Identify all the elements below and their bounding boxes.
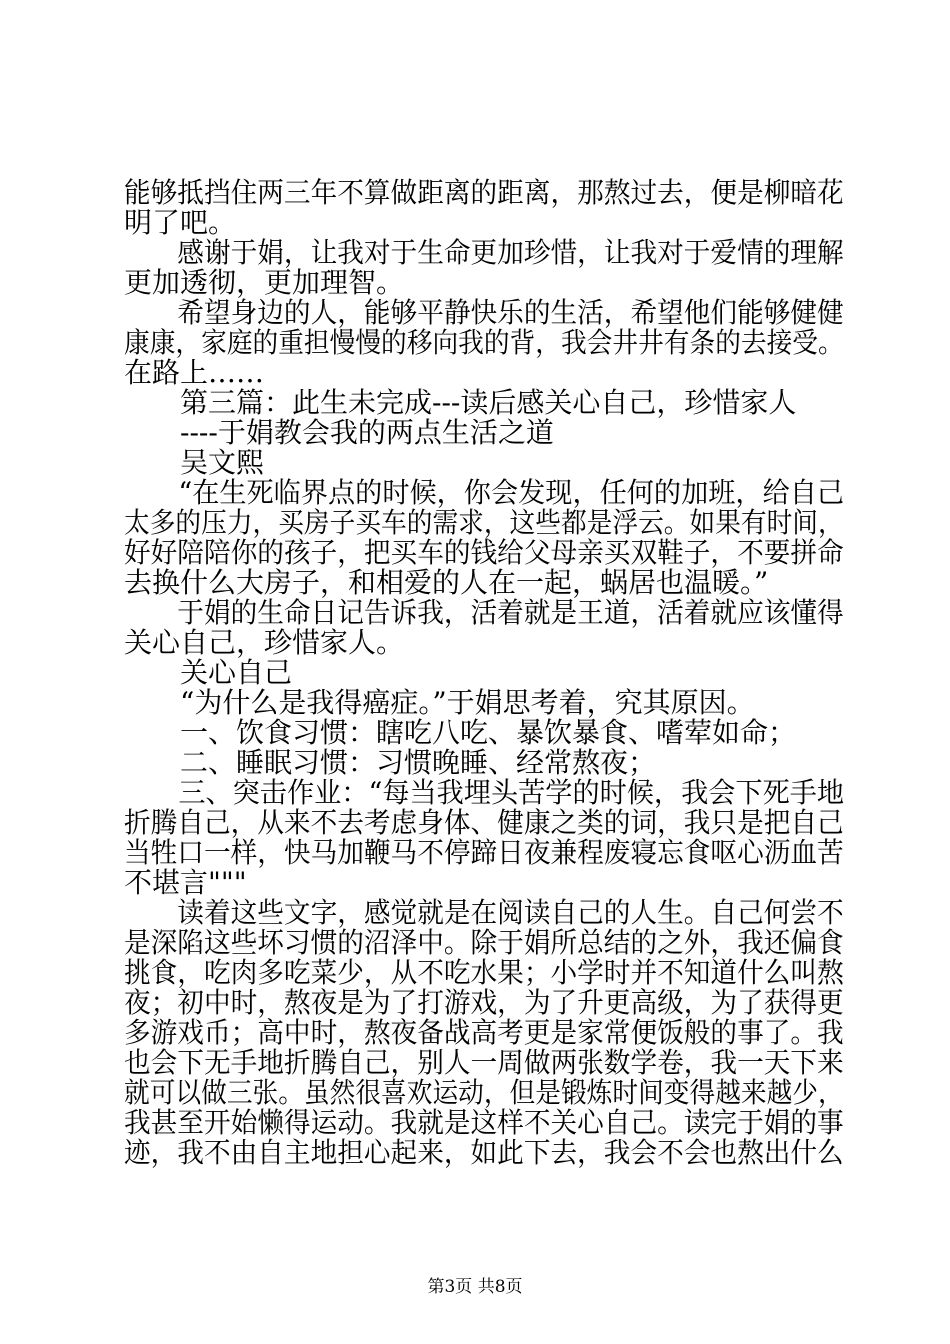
text-line: 太多的压力，买房子买车的需求，这些都是浮云。如果有时间， <box>124 506 844 539</box>
text-line: 读着这些文字，感觉就是在阅读自己的人生。自己何尝不 <box>177 896 844 929</box>
text-line: 夜；初中时，熬夜是为了打游戏，为了升更高级，为了获得更 <box>124 986 844 1019</box>
text-line: 关心自己，珍惜家人。 <box>124 626 405 659</box>
page-number: 第3页 共8页 <box>427 1277 523 1297</box>
text-line: 明了吧。 <box>124 206 237 239</box>
list-item: 三、突击作业：“每当我埋头苦学的时候，我会下死手地 <box>178 776 845 809</box>
text-line: 于娟的生命日记告诉我，活着就是王道，活着就应该懂得 <box>177 596 844 629</box>
text-line: “为什么是我得癌症。”于娟思考着，究其原因。 <box>180 686 755 719</box>
text-line: “在生死临界点的时候，你会发现，任何的加班，给自己 <box>178 476 845 509</box>
text-line: 去换什么大房子，和相爱的人在一起，蜗居也温暖。” <box>124 566 769 599</box>
text-line: 更加透彻，更加理智。 <box>124 266 405 299</box>
text-line: 希望身边的人，能够平静快乐的生活，希望他们能够健健 <box>177 296 844 329</box>
list-item: 二、睡眠习惯：习惯晚睡、经常熬夜； <box>180 746 657 779</box>
text-line: 折腾自己，从来不去考虑身体、健康之类的词，我只是把自己 <box>124 806 844 839</box>
text-line: 康康，家庭的重担慢慢的移向我的背，我会井井有条的去接受。 <box>124 326 844 359</box>
text-line: 多游戏币；高中时，熬夜备战高考更是家常便饭般的事了。我 <box>124 1016 844 1049</box>
section-subtitle: ----于娟教会我的两点生活之道 <box>180 416 554 449</box>
text-line: 不堪言""" <box>124 866 247 899</box>
document-body <box>124 178 844 1168</box>
text-line: 是深陷这些坏习惯的沼泽中。除于娟所总结的之外，我还偏食 <box>124 926 844 959</box>
text-line: 能够抵挡住两三年不算做距离的距离，那熬过去，便是柳暗花 <box>124 176 844 209</box>
text-line: 挑食，吃肉多吃菜少，从不吃水果；小学时并不知道什么叫熬 <box>124 956 844 989</box>
section-title: 第三篇：此生未完成---读后感关心自己，珍惜家人 <box>180 386 797 419</box>
text-line: 感谢于娟，让我对于生命更加珍惜，让我对于爱情的理解 <box>177 236 844 269</box>
list-item: 一、饮食习惯：瞎吃八吃、暴饮暴食、嗜荤如命； <box>180 716 797 749</box>
text-line: 在路上…… <box>124 356 265 389</box>
subheading: 关心自己 <box>180 656 293 689</box>
text-line: 也会下无手地折腾自己，别人一周做两张数学卷，我一天下来 <box>124 1046 844 1079</box>
author-name: 吴文熙 <box>180 446 265 479</box>
text-line: 迹，我不由自主地担心起来，如此下去，我会不会也熬出什么 <box>124 1136 844 1169</box>
text-line: 我甚至开始懒得运动。我就是这样不关心自己。读完于娟的事 <box>124 1106 844 1139</box>
text-line: 就可以做三张。虽然很喜欢运动，但是锻炼时间变得越来越少， <box>124 1076 844 1109</box>
text-line: 好好陪陪你的孩子，把买车的钱给父母亲买双鞋子，不要拼命 <box>124 536 844 569</box>
text-line: 当牲口一样，快马加鞭马不停蹄日夜兼程废寝忘食呕心沥血苦 <box>124 836 844 869</box>
